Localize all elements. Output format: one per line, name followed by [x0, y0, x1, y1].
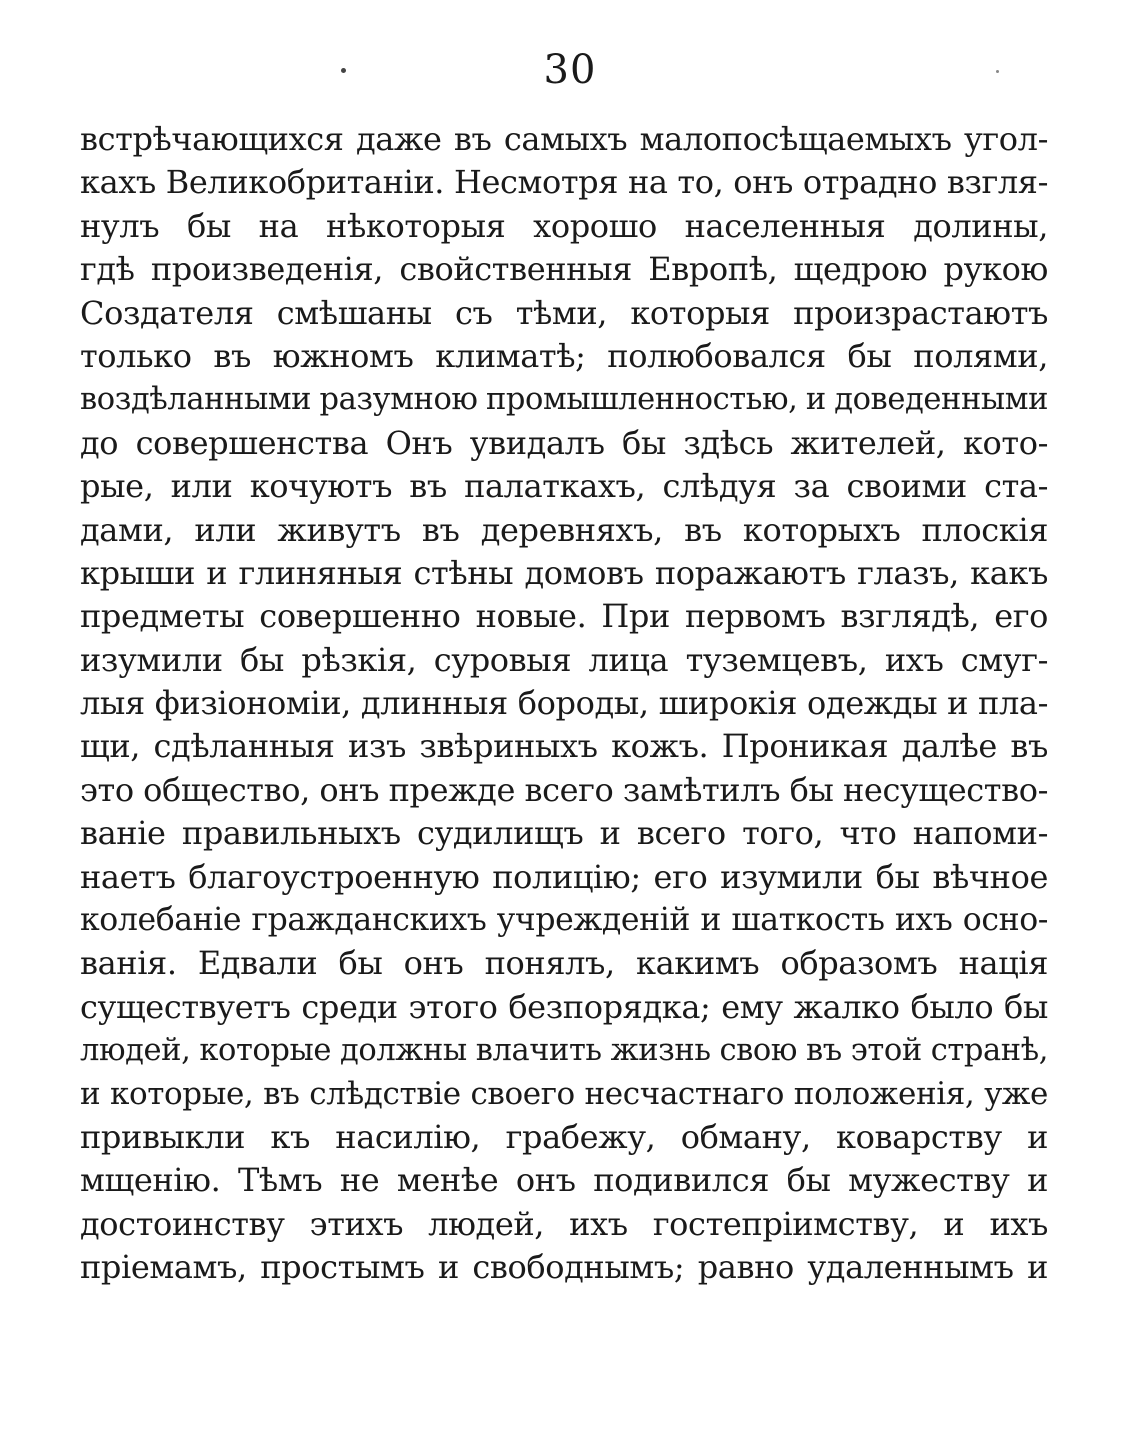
text-line: встрѣчающихся даже въ самыхъ малопосѣщаемыхъ угол-	[80, 120, 1048, 158]
text-line: привыкли къ насилію, грабежу, обману, коварству и	[80, 1117, 1048, 1156]
text-line: воздѣланными разумною промышленностью, и доведенными	[80, 382, 1048, 418]
print-speck	[341, 68, 346, 73]
text-line: достоинству этихъ людей, ихъ гостепріимству, и ихъ	[80, 1204, 1048, 1243]
text-line: мщенію. Тѣмъ не менѣе онъ подивился бы мужеству и	[80, 1161, 1048, 1200]
text-line: это общество, онъ прежде всего замѣтилъ бы несущество-	[80, 770, 1048, 809]
text-line: лыя физіономіи, длинныя бороды, широкія одежды и пла-	[80, 684, 1048, 723]
text-line: до совершенства Онъ увидалъ бы здѣсь жителей, кото-	[80, 423, 1048, 462]
text-line: нулъ бы на нѣкоторыя хорошо населенныя долины,	[80, 206, 1048, 245]
text-line: и которые, въ слѣдствіе своего несчастнаго положенія, уже	[80, 1075, 1048, 1112]
text-line: наетъ благоустроенную полицію; его изумили бы вѣчное	[80, 857, 1048, 896]
text-line: кахъ Великобританіи. Несмотря на то, онъ отрадно взгля-	[80, 163, 1048, 202]
text-line: ванія. Едвали бы онъ понялъ, какимъ образомъ нація	[80, 944, 1048, 983]
text-line: крыши и глиняныя стѣны домовъ поражаютъ глазъ, какъ	[80, 553, 1048, 592]
text-line: пріемамъ, простымъ и свободнымъ; равно удаленнымъ и	[80, 1248, 1048, 1287]
text-line: щи, сдѣланныя изъ звѣриныхъ кожъ. Проникая далѣе въ	[80, 727, 1048, 766]
page-number: 30	[543, 47, 597, 93]
text-line: существуетъ среди этого безпорядка; ему жалко было бы	[80, 987, 1048, 1026]
print-speck	[996, 70, 999, 73]
text-line: только въ южномъ климатѣ; полюбовался бы полями,	[80, 336, 1048, 375]
text-line: рые, или кочуютъ въ палаткахъ, слѣдуя за своими ста-	[80, 467, 1048, 506]
text-line: колебаніе гражданскихъ учрежденій и шаткость ихъ осно-	[80, 902, 1048, 939]
text-line: дами, или живутъ въ деревняхъ, въ которыхъ плоскія	[80, 510, 1048, 549]
text-line: людей, которые должны влачить жизнь свою въ этой странѣ,	[80, 1033, 1048, 1069]
text-line: Создателя смѣшаны съ тѣми, которыя произрастаютъ	[80, 293, 1048, 332]
text-line: предметы совершенно новые. При первомъ взглядѣ, его	[80, 597, 1048, 636]
text-line: гдѣ произведенія, свойственныя Европѣ, щедрою рукою	[80, 250, 1048, 289]
text-line: ваніе правильныхъ судилищъ и всего того, что напоми-	[80, 814, 1048, 853]
body-text	[80, 118, 1048, 1290]
text-line: изумили бы рѣзкія, суровыя лица туземцевъ, ихъ смуг-	[80, 640, 1048, 679]
